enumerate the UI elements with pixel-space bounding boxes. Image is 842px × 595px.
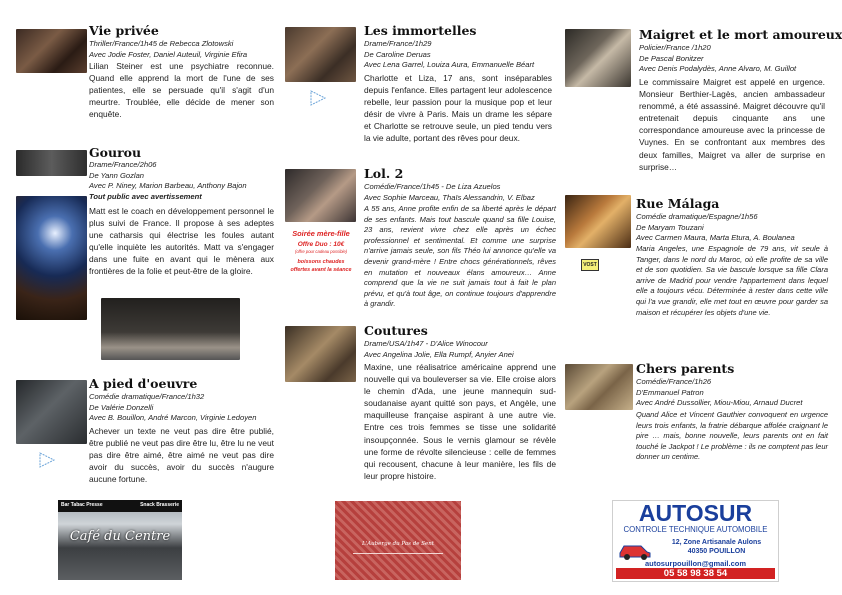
- film-meta: Comédie dramatique/Espagne/1h56 De Maryam Touzani Avec Carmen Maura, Marta Etura, A. Boulanea: [636, 212, 795, 242]
- film-synopsis: A 55 ans, Anne profite enfin de sa liberté après le départ de ses enfants. Mais tout bascule quand sa fille Louise, 23 ans, revient vivre chez elle après un échec professionnel et sentimental. Et comme une surprise n'arrive jamais seule, son fils Théo lui annonce qu'elle va devenir grand-mère ! Entre chocs générationnels, rêves en mutation et nouveaux élans amoureux… Anne comprend que la vie ne suit jamais tout à fait le plan prévu, et qu'à tout âge, on continue toujours d'apprendre à grandir.: [364, 204, 556, 309]
- autosur-phone: 05 58 98 38 54: [616, 568, 775, 579]
- film-meta: Comédie dramatique/France/1h32 De Valérie Donzelli Avec B. Bouillon, André Marcon, Virginie Ledoyen: [89, 392, 257, 422]
- promo-offer-sub: (offre pour cadeau possible): [294, 249, 348, 254]
- poster-gourou-still: [101, 298, 240, 360]
- autosur-tagline: CONTROLE TECHNIQUE AUTOMOBILE: [623, 525, 768, 534]
- film-title: A pied d'oeuvre: [89, 376, 198, 391]
- promo-offer: Offre Duo : 10€: [297, 241, 345, 248]
- poster-lol-2: [285, 169, 356, 222]
- ad-autosur: [612, 500, 779, 582]
- play-icon: [309, 89, 327, 107]
- promo-title: Soirée mère-fille: [292, 229, 350, 238]
- poster-coutures: [285, 326, 356, 382]
- poster-vie-privee: [16, 29, 87, 73]
- poster-gourou-stage: [16, 196, 87, 320]
- film-meta: Drame/France/2h06 De Yann Gozlan Avec P. Niney, Marion Barbeau, Anthony Bajon Tout public avec avertissement: [89, 160, 284, 202]
- film-synopsis: Lilian Steiner est une psychiatre reconnue. Quand elle apprend la mort de l'une de ses patientes, elle se persuade qu'il s'agit d'un meurtre. Troublée, elle décide de mener son enquête.: [89, 61, 274, 120]
- film-title: Les immortelles: [364, 23, 477, 38]
- film-title: Coutures: [364, 323, 428, 338]
- autosur-email: autosurpouillon@gmail.com: [644, 559, 747, 568]
- poster-rue-malaga: [565, 195, 631, 248]
- film-synopsis: Maxine, une réalisatrice américaine apprend une nouvelle qui va bouleverser sa vie. Elle croise alors le chemin d'Ada, une jeune mannequin sud-soudanaise ayant quitté son pays, et Angèle, une maquilleuse française aspirant à une autre vie. Entre ces trois femmes se tisse une solidarité insoupçonnée. Sous le vernis glamour se révèle une forme de révolte silencieuse : celle de femmes qui recousent, chacune à leur manière, les fils de leur propre histoire.: [364, 362, 556, 481]
- car-icon: [617, 538, 653, 560]
- vost-badge: VOST: [581, 259, 599, 271]
- poster-a-pied-doeuvre: [16, 380, 87, 444]
- film-meta: Comédie/France/1h26 D'Emmanuel Patron Avec André Dussollier, Miou-Miou, Arnaud Ducret: [636, 377, 803, 407]
- film-synopsis: Achever un texte ne veut pas dire être publié, être publié ne veut pas dire être lu, être lu ne veut pas dire être aimé, être aimé ne veut pas dire avoir du succès, avoir du succès n'augure aucune fortune.: [89, 426, 274, 485]
- film-title: Lol. 2: [364, 166, 404, 181]
- poster-chers-parents: [565, 364, 633, 410]
- poster-maigret: [565, 29, 631, 87]
- cafe-top-left: Bar Tabac Presse: [61, 502, 103, 508]
- film-meta: Drame/USA/1h47 - D'Alice Winocour Avec Angelina Jolie, Ella Rumpf, Anyier Anei: [364, 339, 514, 359]
- ad-cafe-du-centre: [58, 500, 182, 580]
- film-synopsis: Matt est le coach en développement personnel le plus suivi de France. Il propose à ses adeptes une catharsis qui électrise les foules autant qu'elle inquiète les autorités. Matt va s'engager dans une fuite en avant qui le mènera aux frontières de la folie et peut-être de la gloire.: [89, 206, 274, 277]
- play-icon: [38, 451, 56, 469]
- film-title: Chers parents: [636, 361, 735, 376]
- film-synopsis: Charlotte et Liza, 17 ans, sont inséparables depuis l'enfance. Elles partagent leur adolescence rebelle, leur passion pour la musique pop et leur désir de vivre à Paris. Mais un drame les sépare et Charlotte se retrouve seule, un pied tendu vers la vie adulte, portant des rêves pour deux.: [364, 73, 552, 144]
- autosur-logo: AUTOSUR: [638, 500, 753, 526]
- poster-gourou: [16, 150, 87, 176]
- film-title: Maigret et le mort amoureux: [639, 27, 842, 42]
- poster-les-immortelles: [285, 27, 356, 82]
- autosur-address: 12, Zone Artisanale Aulons 40350 POUILLON: [671, 539, 762, 555]
- film-meta: Thriller/France/1h45 de Rebecca Zlotowski Avec Jodie Foster, Daniel Auteuil, Virginie Efira: [89, 39, 248, 59]
- cafe-name: Café du Centre: [69, 529, 171, 544]
- cafe-top-right: Snack Brasserie: [140, 502, 179, 508]
- film-title: Gourou: [89, 145, 142, 160]
- auberge-name: L'Auberge du Pas de Sent: [361, 541, 435, 547]
- promo-drinks: boissons chaudes offertes avant la séance: [290, 259, 352, 273]
- film-synopsis: Le commissaire Maigret est appelé en urgence. Monsieur Berthier-Lagès, ancien ambassadeur renommé, a été assassiné. Maigret découvre qu'il entretenait depuis cinquante ans une correspondance amoureuse avec la princesse de Vuynes. En se confrontant aux membres des deux familles, Maigret va aller de surprise en surprise…: [639, 77, 825, 172]
- film-synopsis: Quand Alice et Vincent Gauthier convoquent en urgence leurs trois enfants, la fratrie débarque affolée craignant le pire … mais, bonne nouvelle, leurs parents ont en fait touché le Jackpot ! Le problème : ils ne comptent pas leur donner un centime.: [636, 410, 828, 462]
- film-title: Vie privée: [89, 23, 159, 38]
- film-meta: Comédie/France/1h45 - De Liza Azuelos Avec Sophie Marceau, Thaïs Alessandrin, V. Elbaz: [364, 182, 535, 202]
- film-synopsis: Maria Angeles, une Espagnole de 79 ans, vit seule à Tanger, dans le nord du Maroc, où elle profite de sa ville et de son quotidien. Sa vie bascule lorsque sa fille Clara arrive de Madrid pour vendre l'appartement dans lequel elle a toujours vécu. Déterminée à rester dans cette ville qui l'a vue grandir, elle met tout en œuvre pour garder sa maison et récupérer les objets d'une vie.: [636, 244, 828, 317]
- ad-auberge: [335, 501, 461, 580]
- film-meta: Policier/France /1h20 De Pascal Bonitzer Avec Denis Podalydès, Anne Alvaro, M. Guillot: [639, 43, 797, 73]
- film-meta: Drame/France/1h29 De Caroline Deruas Avec Lena Garrel, Louiza Aura, Emmanuelle Béart: [364, 39, 535, 69]
- film-title: Rue Málaga: [636, 196, 720, 211]
- age-warning: Tout public avec avertissement: [89, 191, 202, 201]
